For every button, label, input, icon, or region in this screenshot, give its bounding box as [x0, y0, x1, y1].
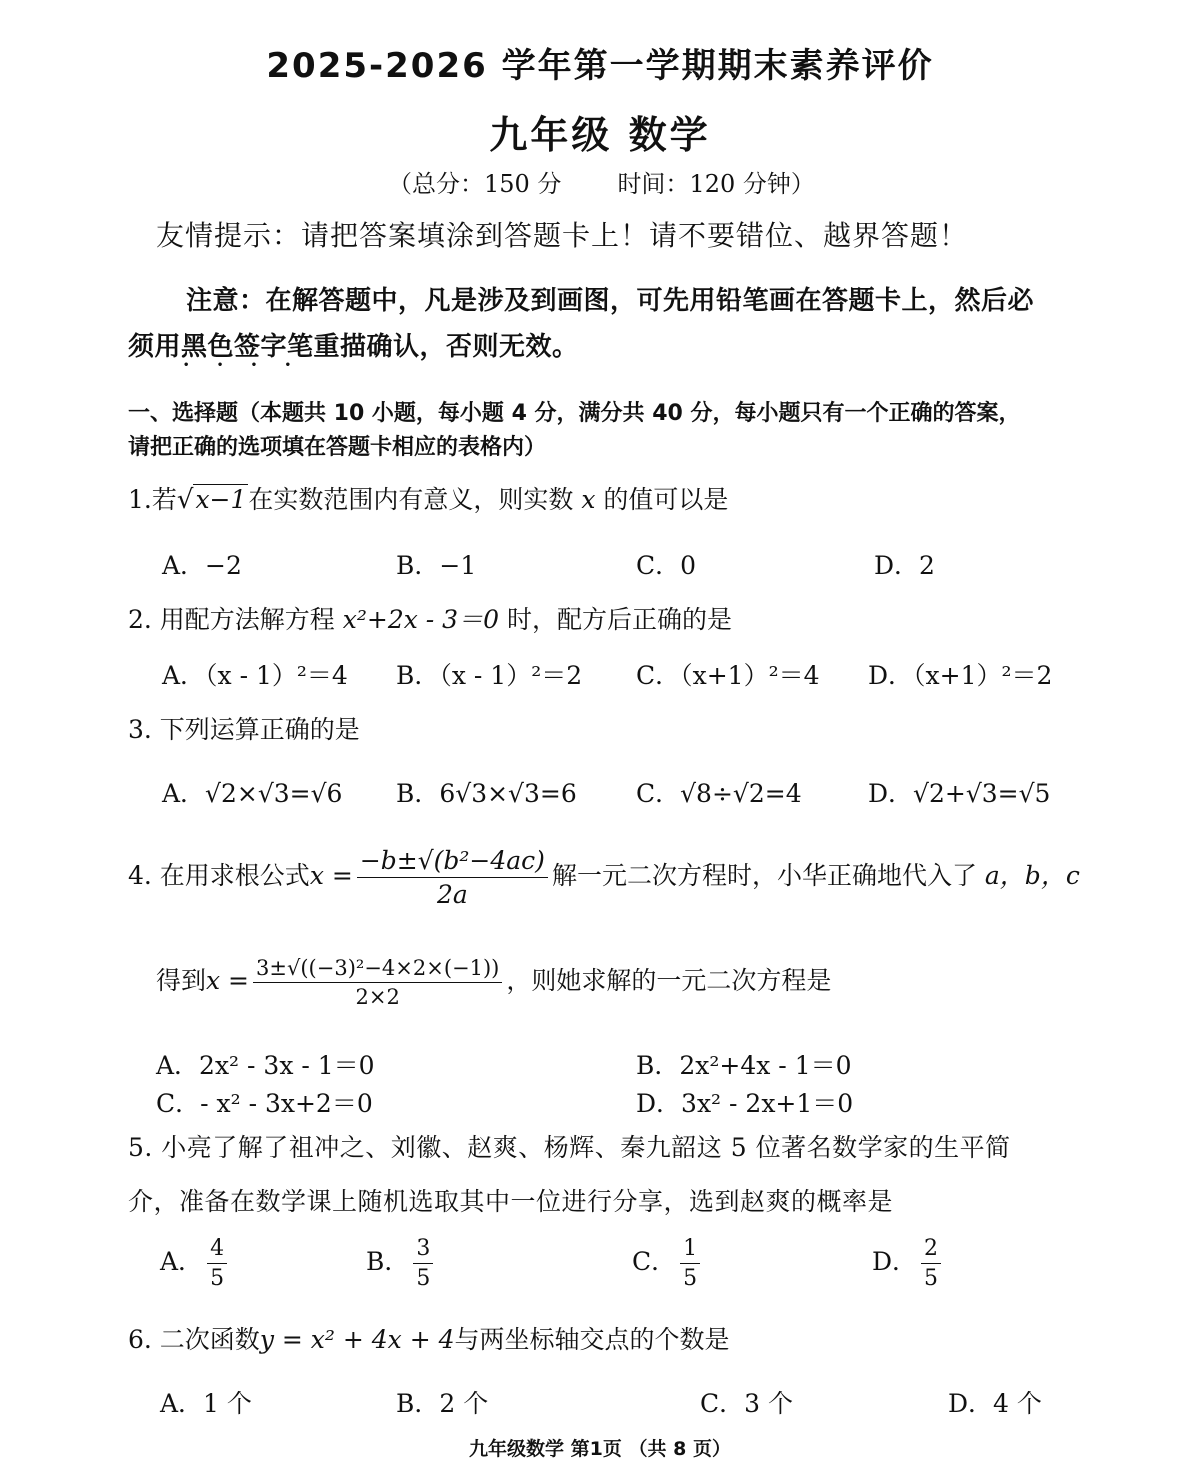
- q1-text2: 的值可以是: [603, 485, 729, 514]
- question-3: 3. 下列运算正确的是: [128, 715, 360, 744]
- q5-option-c: [632, 1236, 704, 1291]
- option-label: C．: [632, 1247, 677, 1276]
- q6-equation: y = x² + 4x + 4: [259, 1325, 455, 1354]
- formula-x: x =: [309, 861, 353, 890]
- radicand: x−1: [195, 485, 247, 514]
- question-4: [128, 846, 1080, 909]
- quadratic-formula: [357, 846, 548, 909]
- q2-equation: x²+2x - 3＝0: [342, 605, 499, 634]
- option-label: B．: [366, 1247, 410, 1276]
- sub-denominator: 2×2: [355, 985, 400, 1009]
- note-line-1: 注意：在解答题中，凡是涉及到画图，可先用铅笔画在答题卡上，然后必: [186, 286, 1035, 316]
- q1-option-d: D．2: [874, 551, 935, 580]
- q4-line2-prefix: 得到: [156, 966, 207, 995]
- q1-option-c: C．0: [636, 551, 697, 580]
- fraction: [413, 1236, 433, 1291]
- q1-option-a: A．−2: [162, 551, 242, 580]
- q5-option-b: [366, 1236, 437, 1291]
- option-label: D．: [872, 1247, 918, 1276]
- q1-option-b: B．−1: [396, 551, 477, 580]
- q1-prefix: 1.若: [128, 485, 177, 514]
- note-text: 须用: [128, 332, 182, 362]
- option-label: A．: [160, 1247, 204, 1276]
- question-4-line2: [156, 956, 831, 1009]
- question-5-line1: 5. 小亮了解了祖冲之、刘徽、赵爽、杨辉、秦九韶这 5 位著名数学家的生平简: [128, 1133, 1011, 1162]
- section-heading-cont: 请把正确的选项填在答题卡相应的表格内）: [128, 435, 547, 460]
- q4-vars: a，b，c: [984, 861, 1080, 890]
- friendly-tip: 友情提示：请把答案填涂到答题卡上！请不要错位、越界答题！: [156, 219, 969, 252]
- exam-title: 2025-2026 学年第一学期期末素养评价: [266, 46, 934, 86]
- q6-option-c: C．3 个: [700, 1389, 793, 1418]
- fraction: [207, 1236, 227, 1291]
- q2-option-a: A．（x - 1）²＝4: [162, 661, 348, 690]
- denominator: 5: [924, 1266, 939, 1291]
- q6-option-d: D．4 个: [948, 1389, 1042, 1418]
- q4-option-a: A．2x² - 3x - 1＝0: [156, 1051, 375, 1080]
- numerator: 2: [921, 1236, 941, 1264]
- q4-option-d: D．3x² - 2x+1＝0: [636, 1089, 854, 1118]
- note-line-2: [128, 326, 579, 363]
- q1-text: 在实数范围内有意义，则实数: [248, 485, 574, 514]
- formula-numerator: −b±√(b²−4ac): [357, 846, 548, 878]
- note-emphasis: 黑色签字 • • • •: [181, 332, 287, 362]
- fraction: [680, 1236, 700, 1291]
- page-footer: 九年级数学 第1页 （共 8 页）: [469, 1438, 731, 1460]
- q4-text: 解一元二次方程时，小华正确地代入了: [551, 861, 977, 890]
- q2-option-d: D．（x+1）²＝2: [868, 661, 1053, 690]
- q2-text: 时，配方后正确的是: [506, 605, 732, 634]
- q6-prefix: 6. 二次函数: [128, 1325, 260, 1354]
- q6-option-a: A．1 个: [160, 1389, 252, 1418]
- question-5-line2: 介，准备在数学课上随机选取其中一位进行分享，选到赵爽的概率是: [128, 1187, 894, 1216]
- q5-option-d: [872, 1236, 945, 1291]
- denominator: 5: [210, 1266, 225, 1291]
- exam-time: 时间：120 分钟）: [617, 170, 815, 198]
- q2-option-c: C．（x+1）²＝4: [636, 661, 820, 690]
- formula-x: x =: [206, 966, 250, 995]
- q3-option-c: C．√8÷√2=4: [636, 779, 802, 808]
- question-1: [128, 480, 728, 516]
- q1-var: x: [581, 485, 596, 514]
- section-heading: 一、选择题（本题共 10 小题，每小题 4 分，满分共 40 分，每小题只有一个正确的答案，: [128, 401, 1021, 426]
- numerator: 3: [413, 1236, 433, 1264]
- question-6: [128, 1320, 730, 1356]
- q6-text: 与两坐标轴交点的个数是: [454, 1325, 730, 1354]
- substituted-formula: [253, 956, 502, 1009]
- q2-option-b: B．（x - 1）²＝2: [396, 661, 583, 690]
- q4-prefix: 4. 在用求根公式: [128, 861, 310, 890]
- denominator: 5: [683, 1266, 698, 1291]
- note-text: 笔重描确认，否则无效。: [287, 332, 579, 362]
- q6-option-b: B．2 个: [396, 1389, 489, 1418]
- q3-option-a: A．√2×√3=√6: [162, 779, 343, 808]
- formula-denominator: 2a: [436, 880, 468, 909]
- numerator: 1: [680, 1236, 700, 1264]
- sub-numerator: 3±√((−3)²−4×2×(−1)): [253, 956, 502, 983]
- question-2: [128, 600, 732, 636]
- numerator: 4: [207, 1236, 227, 1264]
- exam-info: [388, 164, 871, 199]
- q2-prefix: 2. 用配方法解方程: [128, 605, 335, 634]
- exam-subject: 九年级 数学: [489, 113, 711, 157]
- q4-line2-text: ，则她求解的一元二次方程是: [506, 966, 832, 995]
- q3-option-b: B．6√3×√3=6: [396, 779, 577, 808]
- fraction: [921, 1236, 941, 1291]
- q4-option-b: B．2x²+4x - 1＝0: [636, 1051, 852, 1080]
- radical: √x−1: [176, 485, 247, 515]
- q3-option-d: D．√2+√3=√5: [868, 779, 1051, 808]
- q5-option-a: [160, 1236, 231, 1291]
- denominator: 5: [416, 1266, 431, 1291]
- total-score: （总分：150 分: [388, 170, 562, 198]
- q4-option-c: C．- x² - 3x+2＝0: [156, 1089, 373, 1118]
